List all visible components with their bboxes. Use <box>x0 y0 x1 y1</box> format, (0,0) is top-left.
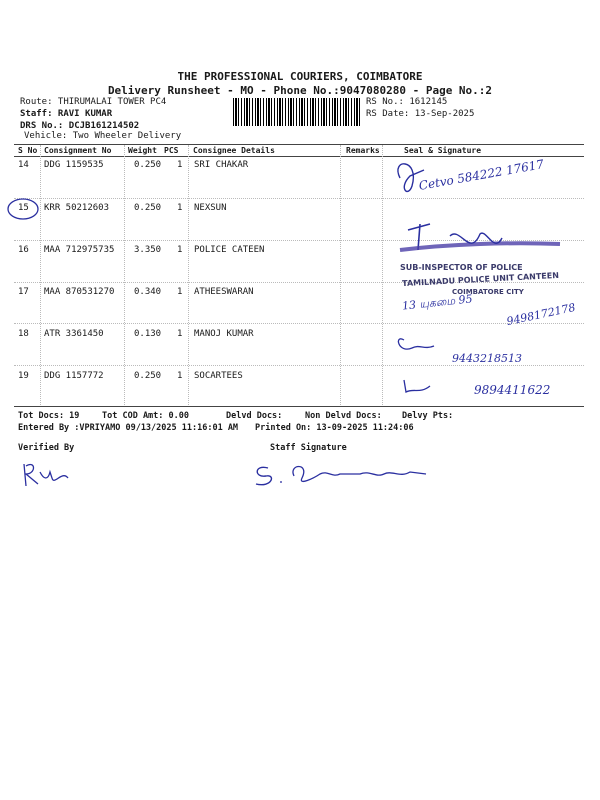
row-consignee: MANOJ KUMAR <box>194 329 254 339</box>
row-weight: 0.130 <box>134 329 162 339</box>
row-consignment: MAA 870531270 <box>44 287 115 297</box>
route-label: Route: THIRUMALAI TOWER PC4 <box>20 97 167 107</box>
handwritten-note: Cetvo 584222 17617 <box>417 157 545 193</box>
col-seal: Seal & Signature <box>404 146 482 155</box>
row-weight: 0.250 <box>134 371 162 381</box>
row-weight: 0.250 <box>134 203 162 213</box>
printed-on: Printed On: 13-09-2025 11:24:06 <box>255 423 414 433</box>
row-sno: 19 <box>18 371 29 381</box>
stamp-line: TAMILNADU POLICE UNIT CANTEEN <box>401 270 560 289</box>
row-sno: 16 <box>18 245 29 255</box>
header-rule-bottom <box>14 156 584 157</box>
row-pcs: 1 <box>177 371 183 381</box>
row-consignee: NEXSUN <box>194 203 227 213</box>
row-pcs: 1 <box>177 329 183 339</box>
handwritten-phone: 9443218513 <box>452 352 522 365</box>
verified-signature <box>18 456 78 496</box>
delivery-points: Delvy Pts: <box>402 411 454 421</box>
row-sno: 15 <box>18 203 29 213</box>
row-pcs: 1 <box>177 287 183 297</box>
row-weight: 0.250 <box>134 160 162 170</box>
handwritten-phone: 9894411622 <box>474 383 551 397</box>
rs-number: RS No.: 1612145 <box>366 97 448 107</box>
circle-mark <box>4 196 44 224</box>
header-rule-top <box>14 144 584 145</box>
staff-label: Staff: RAVI KUMAR <box>20 109 113 119</box>
table-rule-bottom <box>14 406 584 407</box>
row-sno: 17 <box>18 287 29 297</box>
col-pcs: PCS <box>164 146 179 155</box>
row-weight: 3.350 <box>134 245 162 255</box>
row-pcs: 1 <box>177 160 183 170</box>
drs-number <box>20 121 139 131</box>
vehicle-label: Vehicle: Two Wheeler Delivery <box>24 131 182 141</box>
row-consignment: DDG 1157772 <box>44 371 104 381</box>
row-pcs: 1 <box>177 203 183 213</box>
staff-signature <box>250 456 440 490</box>
row-consignment: KRR 50212603 <box>44 203 110 213</box>
rs-date: RS Date: 13-Sep-2025 <box>366 109 475 119</box>
col-consignment: Consignment No <box>44 146 112 155</box>
stamp-line: COIMBATORE CITY <box>452 288 524 296</box>
col-sno: S No <box>18 146 38 155</box>
total-cod: Tot COD Amt: 0.00 <box>102 411 189 421</box>
entered-by: Entered By :VPRIYAMO 09/13/2025 11:16:01 AM <box>18 423 239 433</box>
row-consignment: MAA 712975735 <box>44 245 115 255</box>
company-title: THE PROFESSIONAL COURIERS, COIMBATORE <box>177 70 423 83</box>
row-consignee: POLICE CATEEN <box>194 245 265 255</box>
verified-by-label: Verified By <box>18 443 75 453</box>
row-consignee: ATHEESWARAN <box>194 287 254 297</box>
stamp-line: SUB-INSPECTOR OF POLICE <box>400 263 523 272</box>
total-docs: Tot Docs: 19 <box>18 411 80 421</box>
runsheet-subtitle: Delivery Runsheet - MO - Phone No.:9047080280 - Page No.:2 <box>107 84 493 97</box>
row-consignment: ATR 3361450 <box>44 329 104 339</box>
col-remarks: Remarks <box>346 146 380 155</box>
row-consignee: SRI CHAKAR <box>194 160 249 170</box>
row-sno: 14 <box>18 160 29 170</box>
non-delivered-docs: Non Delvd Docs: <box>305 411 382 421</box>
drs-value: DCJB161214502 <box>68 121 140 131</box>
row-consignee: SOCARTEES <box>194 371 243 381</box>
delivered-docs: Delvd Docs: <box>226 411 283 421</box>
handwritten-phone: 9498172178 <box>505 300 577 329</box>
staff-signature-label: Staff Signature <box>270 443 347 453</box>
row-pcs: 1 <box>177 245 183 255</box>
col-weight: Weight <box>128 146 157 155</box>
barcode <box>233 98 361 126</box>
handwritten-note: 13 யுகமை 95 <box>401 292 474 313</box>
drs-label: DRS No.: <box>20 121 64 131</box>
row-weight: 0.340 <box>134 287 162 297</box>
row-sno: 18 <box>18 329 29 339</box>
col-consignee: Consignee Details <box>193 146 275 155</box>
row-consignment: DDG 1159535 <box>44 160 104 170</box>
